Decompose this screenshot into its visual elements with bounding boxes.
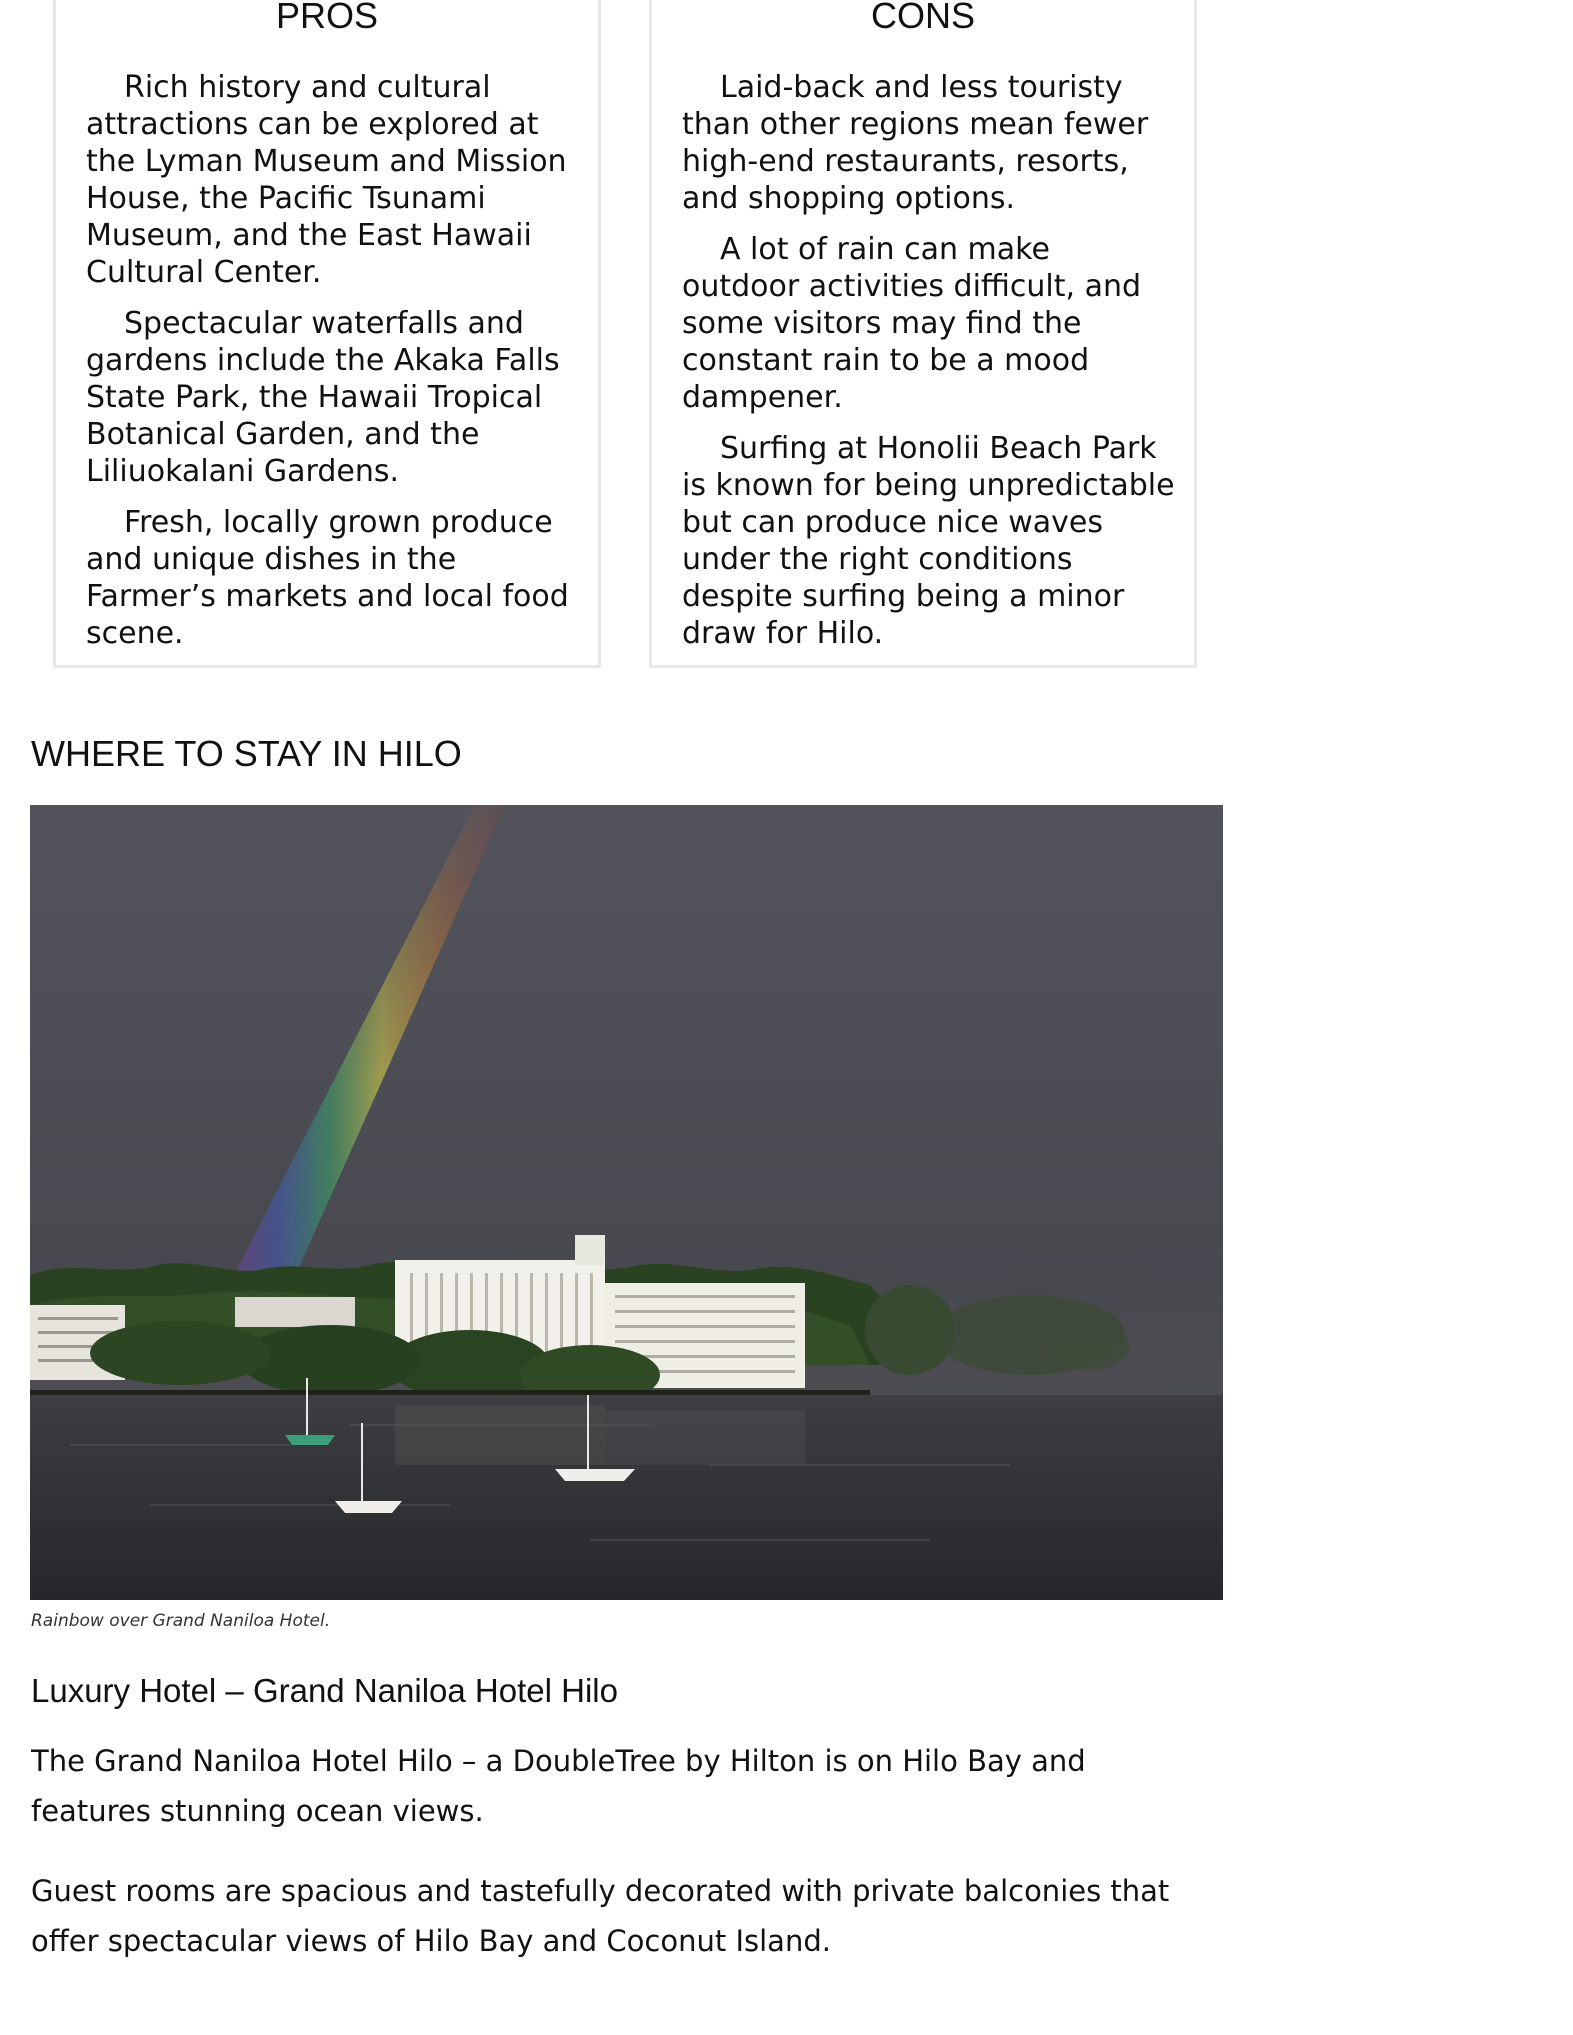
hotel-paragraph: Guest rooms are spacious and tastefully decorated with private balconies that offer spectacular views of Hilo Bay and Coconut Island. — [31, 1874, 1170, 1958]
photo-caption: Rainbow over Grand Naniloa Hotel. — [31, 1611, 331, 1631]
cons-list — [682, 69, 1176, 666]
pros-box — [53, 0, 601, 668]
hotel-heading: Luxury Hotel – Grand Naniloa Hotel Hilo — [31, 1672, 618, 1709]
pros-item: Rich history and cultural attractions can be explored at the Lyman Museum and Mission House, the Pacific Tsunami Museum, and the East Hawaii Cultural Center. — [86, 70, 567, 290]
cons-item: A lot of rain can make outdoor activities difficult, and some visitors may find the constant rain to be a mood dampener. — [682, 232, 1142, 415]
cons-box — [649, 0, 1197, 668]
section-heading: WHERE TO STAY IN HILO — [31, 733, 462, 774]
pros-item: Fresh, locally grown produce and unique dishes in the Farmer’s markets and local food scene. — [86, 505, 569, 651]
pros-list — [86, 69, 580, 666]
cons-heading: CONS — [870, 0, 975, 36]
cons-item: Surfing at Honolii Beach Park is known for being unpredictable but can produce nice waves under the right conditions despite surfing being a minor draw for Hilo. — [682, 431, 1175, 651]
hotel-paragraph: The Grand Naniloa Hotel Hilo – a DoubleTree by Hilton is on Hilo Bay and features stunning ocean views. — [31, 1744, 1086, 1828]
pros-item: Spectacular waterfalls and gardens include the Akaka Falls State Park, the Hawaii Tropical Botanical Garden, and the Liliuokalani Gardens. — [86, 306, 560, 489]
cons-item: Laid-back and less touristy than other regions mean fewer high-end restaurants, resorts, and shopping options. — [682, 70, 1149, 216]
hotel-rainbow-photo — [30, 805, 1223, 1600]
pros-heading: PROS — [275, 0, 379, 36]
